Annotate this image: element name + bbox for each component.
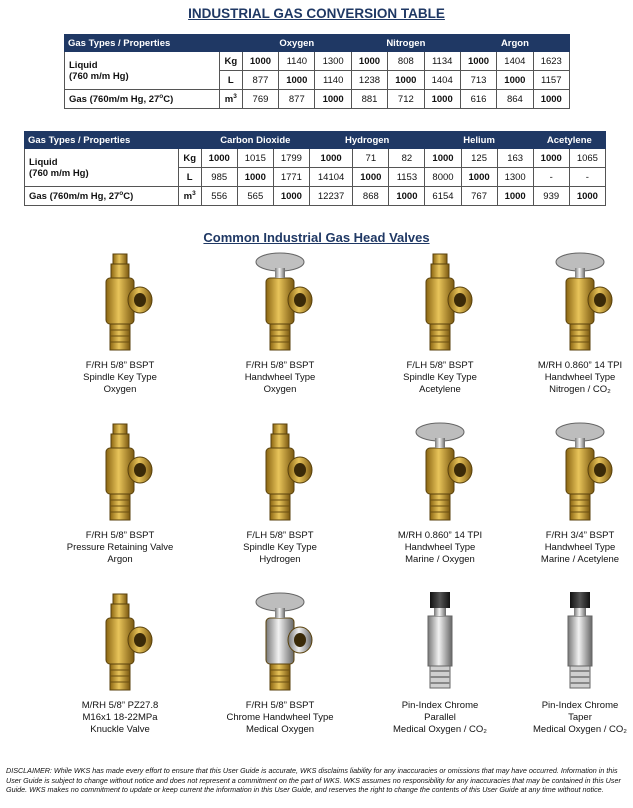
valve-spec: F/LH 5/8” BSPT (406, 360, 474, 371)
cell: 1000 (497, 187, 533, 206)
cell: 1015 (237, 149, 273, 168)
conversion-table-1 (64, 34, 570, 109)
valve-caption (200, 360, 360, 396)
cell: 877 (279, 90, 315, 109)
valve-caption (200, 530, 360, 566)
valve-type: Chrome Handwheel Type (226, 712, 334, 723)
cell: 877 (242, 71, 278, 90)
valve-item (40, 250, 200, 396)
cell: 82 (389, 149, 425, 168)
valve-use: Oxygen (103, 384, 137, 395)
valve-type: Taper (568, 712, 592, 723)
valve-spec: M/RH 5/8” PZ27.8 (81, 700, 159, 711)
valve-caption (40, 360, 200, 396)
table2-gas-hydrogen: Hydrogen (309, 132, 425, 149)
cell: 1300 (315, 52, 351, 71)
cell: 1000 (351, 52, 387, 71)
cell: 125 (461, 149, 497, 168)
table1-gas-oxygen: Oxygen (242, 35, 351, 52)
table2-gas-label: Gas (760m/m Hg, 27$^o$C) (25, 187, 179, 206)
valve-caption (360, 360, 520, 396)
valve-icon (400, 420, 480, 524)
valve-icon (240, 420, 320, 524)
cell: 1140 (279, 52, 315, 71)
unit-m3: $m^3$ (219, 90, 242, 109)
page-title: INDUSTRIAL GAS CONVERSION TABLE (188, 6, 445, 21)
cell: 556 (201, 187, 237, 206)
cell: 1000 (353, 168, 389, 187)
valve-item (500, 250, 633, 396)
cell: 1000 (497, 71, 533, 90)
cell: 985 (201, 168, 237, 187)
valve-use: Knuckle Valve (90, 724, 150, 735)
cell: 1000 (309, 149, 352, 168)
cell: 1000 (242, 52, 278, 71)
cell: 14104 (309, 168, 352, 187)
valve-use: Acetylene (419, 384, 461, 395)
cell: 1300 (497, 168, 533, 187)
valve-spec: F/RH 3/4” BSPT (545, 530, 615, 541)
cell: 1000 (424, 90, 460, 109)
valve-caption (500, 530, 633, 566)
valve-use: Medical Oxygen / CO₂ (393, 724, 487, 735)
cell: 1000 (460, 52, 496, 71)
valve-spec: F/RH 5/8” BSPT (85, 360, 155, 371)
table2-header: Gas Types / Properties (25, 132, 202, 149)
valve-item (200, 590, 360, 736)
valve-type: Handwheel Type (544, 542, 616, 553)
table2-gas-helium: Helium (425, 132, 533, 149)
cell: 1134 (424, 52, 460, 71)
valve-caption (360, 700, 520, 736)
cell: 1799 (273, 149, 309, 168)
valve-spec: F/RH 5/8” BSPT (85, 530, 155, 541)
valve-item (200, 250, 360, 396)
cell: 1000 (425, 149, 461, 168)
valve-caption (500, 700, 633, 736)
cell: 1153 (389, 168, 425, 187)
valve-item (200, 420, 360, 566)
cell: 1000 (389, 187, 425, 206)
valves-section-title: Common Industrial Gas Head Valves (203, 230, 430, 245)
unit-kg: Kg (178, 149, 201, 168)
valve-use: Hydrogen (259, 554, 301, 565)
valve-type: Spindle Key Type (403, 372, 477, 383)
cell: 71 (353, 149, 389, 168)
cell: 6154 (425, 187, 461, 206)
valve-use: Medical Oxygen / CO₂ (533, 724, 627, 735)
valve-icon (540, 420, 620, 524)
table1-header: Gas Types / Properties (65, 35, 243, 52)
cell: 1000 (279, 71, 315, 90)
valve-use: Oxygen (263, 384, 297, 395)
valve-type: Parallel (424, 712, 456, 723)
valve-icon (540, 590, 620, 694)
cell: 1771 (273, 168, 309, 187)
valve-icon (540, 250, 620, 354)
table1-liquid-label: Liquid (760 m/m Hg) (65, 52, 220, 90)
cell: 1238 (351, 71, 387, 90)
cell: 864 (497, 90, 533, 109)
valve-type: Spindle Key Type (243, 542, 317, 553)
cell: 1000 (533, 90, 569, 109)
cell: 767 (461, 187, 497, 206)
valve-icon (240, 250, 320, 354)
cell: 713 (460, 71, 496, 90)
valve-item (40, 420, 200, 566)
cell: 1000 (237, 168, 273, 187)
cell: 881 (351, 90, 387, 109)
valve-icon (400, 250, 480, 354)
cell: - (533, 168, 569, 187)
valve-item (500, 590, 633, 736)
valve-use: Marine / Acetylene (540, 554, 620, 565)
valve-use: Medical Oxygen (245, 724, 315, 735)
cell: 12237 (309, 187, 352, 206)
valve-caption (40, 530, 200, 566)
table1-gas-nitrogen: Nitrogen (351, 35, 460, 52)
valve-type: Handwheel Type (544, 372, 616, 383)
cell: 1404 (424, 71, 460, 90)
conversion-table-2 (24, 131, 606, 206)
valve-use: Nitrogen / CO₂ (549, 384, 611, 395)
disclaimer: DISCLAIMER: While WKS has made every effort to ensure that this User Guide is accurate, WKS disclaims liability for any inaccuracies or omissions that may have occurred. Information in this User Guide is subject to change without notice and does not represent a commitment on the part of WKS. WKS assumes no responsibility for any inaccuracies that may be contained in this User Guide. WKS makes no commitment to update or keep current the information in this User Guide, and reserves the right to change the contents of this User Guide at any time without notice. (6, 766, 621, 794)
valve-spec: F/LH 5/8” BSPT (246, 530, 314, 541)
cell: 1623 (533, 52, 569, 71)
unit-l: L (219, 71, 242, 90)
valve-caption (200, 700, 360, 736)
cell: 1157 (533, 71, 569, 90)
cell: 8000 (425, 168, 461, 187)
valve-spec: M/RH 0.860” 14 TPI (537, 360, 623, 371)
cell: 565 (237, 187, 273, 206)
table1-gas-label: Gas (760m/m Hg, 27$^o$C) (65, 90, 220, 109)
valve-type: M16x1 18-22MPa (82, 712, 158, 723)
unit-kg: Kg (219, 52, 242, 71)
cell: 868 (353, 187, 389, 206)
cell: 808 (388, 52, 424, 71)
cell: 712 (388, 90, 424, 109)
valve-item (500, 420, 633, 566)
valve-icon (80, 420, 160, 524)
cell: 1000 (569, 187, 605, 206)
valve-icon (400, 590, 480, 694)
valve-type: Handwheel Type (404, 542, 476, 553)
valve-spec: M/RH 0.860” 14 TPI (397, 530, 483, 541)
cell: 769 (242, 90, 278, 109)
valve-type: Spindle Key Type (83, 372, 157, 383)
cell: 1404 (497, 52, 533, 71)
table2-gas-co2: Carbon Dioxide (201, 132, 309, 149)
valve-caption (40, 700, 200, 736)
unit-l: L (178, 168, 201, 187)
valve-item (360, 420, 520, 566)
valve-use: Marine / Oxygen (405, 554, 475, 565)
valve-spec: Pin-Index Chrome (401, 700, 479, 711)
valve-spec: F/RH 5/8” BSPT (245, 360, 315, 371)
cell: 1000 (315, 90, 351, 109)
valve-icon (80, 250, 160, 354)
valve-type: Pressure Retaining Valve (66, 542, 174, 553)
valve-icon (240, 590, 320, 694)
valve-spec: F/RH 5/8” BSPT (245, 700, 315, 711)
cell: 1000 (388, 71, 424, 90)
cell: 163 (497, 149, 533, 168)
cell: 1000 (273, 187, 309, 206)
table2-gas-acetylene: Acetylene (533, 132, 605, 149)
cell: 616 (460, 90, 496, 109)
cell: 1000 (201, 149, 237, 168)
valve-item (360, 250, 520, 396)
table2-liquid-label: Liquid (760 m/m Hg) (25, 149, 179, 187)
unit-m3: $m^3$ (178, 187, 201, 206)
valve-type: Handwheel Type (244, 372, 316, 383)
valve-icon (80, 590, 160, 694)
valve-item (360, 590, 520, 736)
cell: 1000 (461, 168, 497, 187)
valve-spec: Pin-Index Chrome (541, 700, 619, 711)
cell: 1065 (569, 149, 605, 168)
valve-item (40, 590, 200, 736)
table1-gas-argon: Argon (460, 35, 569, 52)
valve-caption (360, 530, 520, 566)
cell: - (569, 168, 605, 187)
valve-use: Argon (107, 554, 133, 565)
cell: 939 (533, 187, 569, 206)
valve-caption (500, 360, 633, 396)
cell: 1000 (533, 149, 569, 168)
cell: 1140 (315, 71, 351, 90)
